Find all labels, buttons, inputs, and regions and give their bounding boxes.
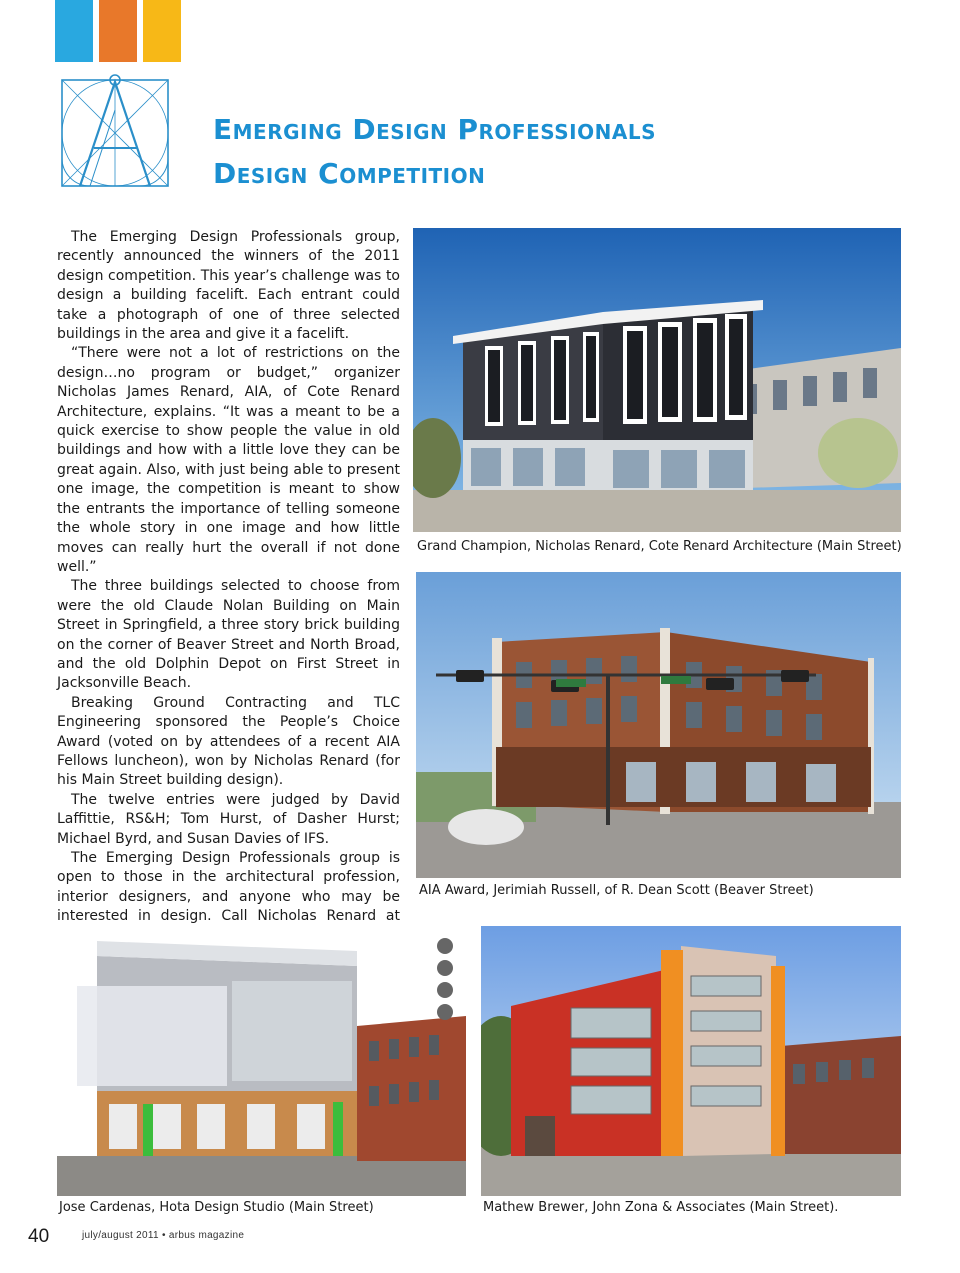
body-paragraph: “There were not a lot of restrictions on the design…no program or budget,” organizer Nicholas James Renard, AIA, of Cote Renard Architecture, explains. “It was a meant to be a quick exercise to show people the value in old buildings and how with a little love they can be great again. Also, with just being able to present one image, the competition is meant to show the entrants the importance of telling someone the whole story in one image and how little moves can really hurt the overall if not done well.” (57, 345, 400, 575)
title-line-2: Design Competition (213, 157, 486, 190)
aia-award-caption: AIA Award, Jerimiah Russell, of R. Dean Scott (Beaver Street) (419, 883, 814, 898)
body-paragraph: The Emerging Design Professionals group, recently announced the winners of the 2011 design competition. This year’s challenge was to design a building facelift. Each entrant could take a photograph of one of three selected buildings in the area and give it a facelift. (57, 229, 400, 343)
hota-design-photo (57, 926, 466, 1196)
body-paragraph: Breaking Ground Contracting and TLC Engineering sponsored the People’s Choice Award (voted on by attendees of a recent AIA Fellows luncheon), won by Nicholas Renard (for his Main Street building design). (57, 694, 400, 789)
body-paragraph: The Emerging Design Professionals group is open to those in the architectural profession, interior designers, and anyone who may be interested in design. Call Nicholas Renard at (57, 850, 400, 925)
accent-bar-orange (99, 0, 137, 62)
grand-champion-caption: Grand Champion, Nicholas Renard, Cote Renard Architecture (Main Street) (417, 539, 902, 554)
john-zona-photo (481, 926, 901, 1196)
hota-design-caption: Jose Cardenas, Hota Design Studio (Main Street) (59, 1200, 374, 1215)
accent-bar-yellow (143, 0, 181, 62)
body-paragraph: The twelve entries were judged by David Laffittie, RS&H; Tom Hurst, of Dasher Hurst; Michael Byrd, and Susan Davies of IFS. (57, 791, 400, 847)
title-line-1: Emerging Design Professionals (213, 113, 656, 146)
article-title (213, 108, 933, 196)
letter-a-logo (50, 70, 180, 195)
magazine-footer: july/august 2011 • arbus magazine (82, 1230, 245, 1241)
page-number: 40 (28, 1226, 50, 1247)
aia-award-photo (416, 572, 901, 878)
article-body (57, 228, 400, 946)
john-zona-caption: Mathew Brewer, John Zona & Associates (Main Street). (483, 1200, 839, 1215)
accent-bar-blue (55, 0, 93, 62)
body-paragraph: The three buildings selected to choose from were the old Claude Nolan Building on Main Street in Springfield, a three story brick building on the corner of Beaver Street and North Broad, and the old Dolphin Depot on First Street in Jacksonville Beach. (57, 578, 400, 692)
grand-champion-photo (413, 228, 901, 532)
